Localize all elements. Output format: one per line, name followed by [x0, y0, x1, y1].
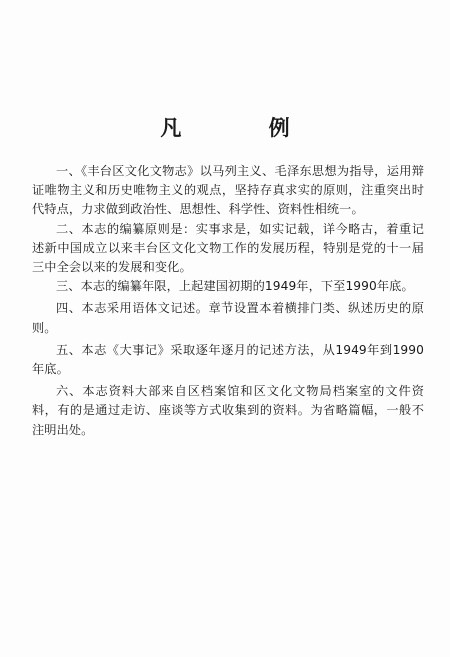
paragraph-2: 二、本志的编纂原则是：实事求是，如实记载，详今略古，着重记述新中国成立以来丰台区文化文物工作的发展历程，特别是党的十一届三中全会以来的发展和变化。: [32, 221, 424, 275]
paragraph-4: 四、本志采用语体文记述。章节设置本着横排门类、纵述历史的原则。: [32, 301, 424, 335]
paragraph-6: 六、本志资料大部来自区档案馆和区文化文物局档案室的文件资料，有的是通过走访、座谈等方式收集到的资料。为省略篇幅，一般不注明出处。: [32, 384, 424, 437]
page-title: 凡 例: [160, 116, 330, 140]
paragraph-1: 一、《丰台区文化文物志》以马列主义、毛泽东思想为指导，运用辩证唯物主义和历史唯物主义的观点，坚持存真求实的原则，注重突出时代特点，力求做到政治性、思想性、科学性、资料性相统一。: [32, 164, 424, 217]
paragraph-3: 三、本志的编纂年限，上起建国初期的1949年，下至1990年底。: [56, 279, 414, 294]
paragraph-5: 五、本志《大事记》采取逐年逐月的记述方法，从1949年到1990年底。: [32, 342, 424, 377]
body-text: [32, 162, 424, 440]
